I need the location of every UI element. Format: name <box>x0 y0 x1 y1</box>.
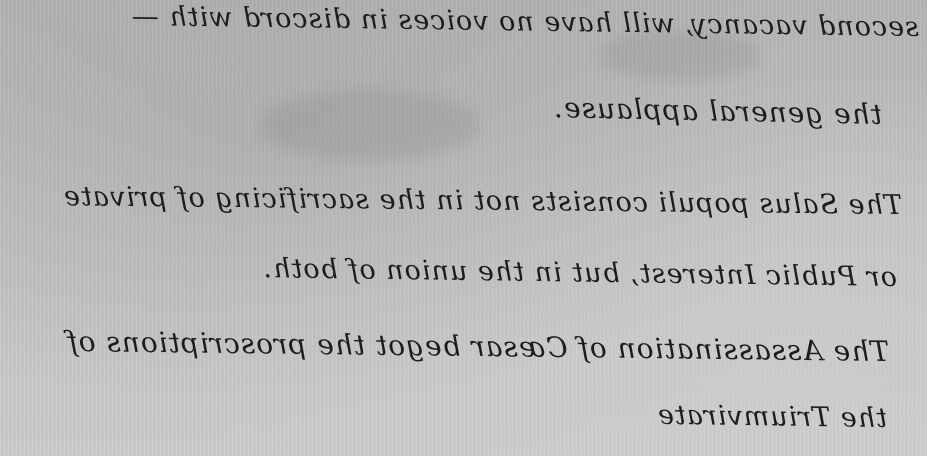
manuscript-line: second vacancy, will have no voices in discord with — <box>130 0 920 43</box>
manuscript-line: the Triumvirate <box>656 399 888 434</box>
manuscript-line: the general applause. <box>552 91 883 131</box>
manuscript-line: The Assassination of Cæsar begot the proscriptions of <box>66 324 890 368</box>
manuscript-line: The Salus populi consists not in the sacrificing of private <box>62 181 903 221</box>
manuscript-line: or Public Interest, but in the union of both. <box>262 253 898 293</box>
